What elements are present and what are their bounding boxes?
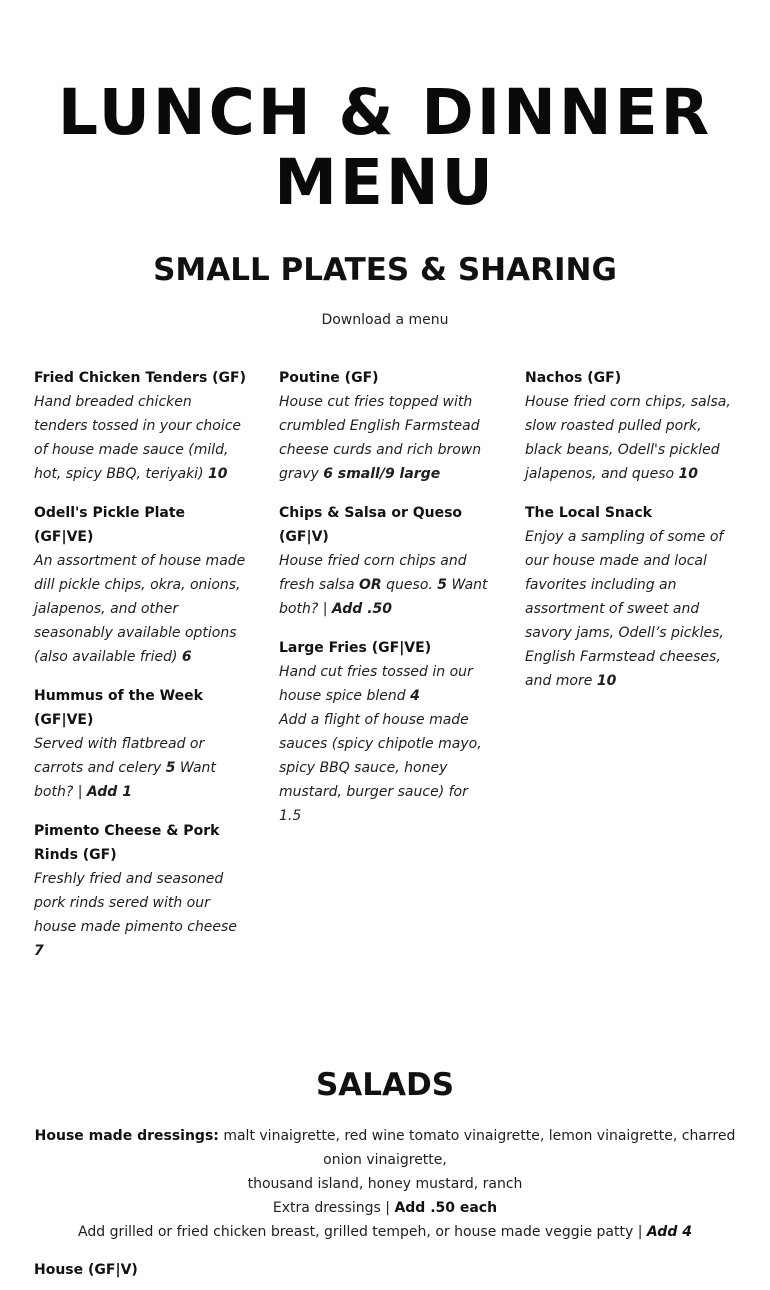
description-text: House fried corn chips and fresh salsa [279,553,467,593]
menu-item-price: 5 [437,577,448,593]
menu-item-price: 6 small/9 large [323,466,441,482]
menu-item [279,366,493,486]
protein-addon-price: Add 4 [646,1224,692,1240]
salad-dressings-info [32,1124,738,1244]
menu-item-name: Pimento Cheese & Pork Rinds (GF) [34,823,220,863]
menu-item [279,636,493,828]
menu-item-name: The Local Snack [525,505,652,521]
menu-item [34,501,248,669]
menu-item-extra-price: Add 1 [86,784,132,800]
menu-item-price: 7 [34,943,44,959]
menu-item-price: 10 [207,466,228,482]
menu-item-description [34,867,248,963]
menu-item-name: Poutine (GF) [279,370,379,386]
menu-item [525,366,739,486]
menu-item-extra: Want both? | [34,760,216,800]
description-text: Freshly fried and seasoned pork rinds sered with our house made pimento cheese [34,871,237,935]
description-text: Hand cut fries tossed in our house spice blend [279,664,473,704]
salad-item-name: House (GF|V) [34,1262,138,1278]
menu-item-description [34,390,248,486]
menu-item-name: Large Fries (GF|VE) [279,640,432,656]
protein-addon-line [32,1220,738,1244]
description-text: Hand breaded chicken tenders tossed in your choice of house made sauce (mild, hot, spicy BBQ, teriyaki) [34,394,242,482]
description-text: queso. [386,577,433,593]
download-menu-link[interactable]: Download a menu [321,312,449,328]
description-text: House fried corn chips, salsa, slow roasted pulled pork, black beans, Odell's pickled jalapenos, and queso [525,394,731,482]
menu-item-price: 6 [181,649,192,665]
menu-column-1 [34,366,248,978]
menu-item-name: Nachos (GF) [525,370,622,386]
menu-item [279,501,493,621]
description-text: Served with flatbread or carrots and celery [34,736,205,776]
menu-column-3 [525,366,739,708]
menu-item-name: Chips & Salsa or Queso (GF|V) [279,505,463,545]
menu-item [525,501,739,693]
menu-item-or: OR [359,577,382,593]
dressings-line [32,1124,738,1172]
menu-item-description [34,732,248,804]
menu-item-extra: Want both? | [279,577,488,617]
menu-column-2 [279,366,493,843]
description-text: House cut fries topped with crumbled English Farmstead cheese curds and rich brown gravy [279,394,482,482]
extra-dressings-price: Add .50 each [394,1200,498,1216]
menu-item-name: Odell's Pickle Plate (GF|VE) [34,505,186,545]
extra-dressings-line [32,1196,738,1220]
page-title-line-1: LUNCH & DINNER [57,76,713,149]
menu-item-description [525,390,739,486]
menu-item-description [279,549,493,621]
menu-item-price: 5 [165,760,176,776]
dressings-list: malt vinaigrette, red wine tomato vinaigrette, lemon vinaigrette, charred onion vinaigrette, [223,1128,736,1168]
menu-item [34,819,248,963]
dressings-label: House made dressings: [34,1128,219,1144]
menu-item-description [279,390,493,486]
menu-item [34,684,248,804]
menu-item [34,366,248,486]
page-title-line-2: MENU [274,146,496,219]
protein-addon-label: Add grilled or fried chicken breast, grilled tempeh, or house made veggie patty | [78,1224,643,1240]
menu-item-description [279,660,493,828]
small-plates-heading: SMALL PLATES & SHARING [153,252,617,288]
menu-item-name: Fried Chicken Tenders (GF) [34,370,247,386]
menu-item-description [525,525,739,693]
dressings-line-2: thousand island, honey mustard, ranch [247,1176,523,1192]
description-text: An assortment of house made dill pickle chips, okra, onions, jalapenos, and other seasonably available options (also available fried) [34,553,246,665]
extra-dressings-label: Extra dressings | [272,1200,390,1216]
menu-item-extra: Add a flight of house made sauces (spicy chipotle mayo, spicy BBQ sauce, honey mustard, burger sauce) for 1.5 [279,712,482,824]
description-text: Enjoy a sampling of some of our house made and local favorites including an assortment of sweet and savory jams, Odell’s pickles, English Farmstead cheeses, and more [525,529,724,689]
menu-item-price: 4 [410,688,420,704]
menu-item-extra-price: Add .50 [331,601,392,617]
menu-item-price: 10 [678,466,699,482]
menu-item-description [34,549,248,669]
menu-item-price: 10 [596,673,617,689]
menu-item-name: Hummus of the Week (GF|VE) [34,688,203,728]
page-title [0,78,770,218]
salads-heading: SALADS [315,1067,455,1103]
